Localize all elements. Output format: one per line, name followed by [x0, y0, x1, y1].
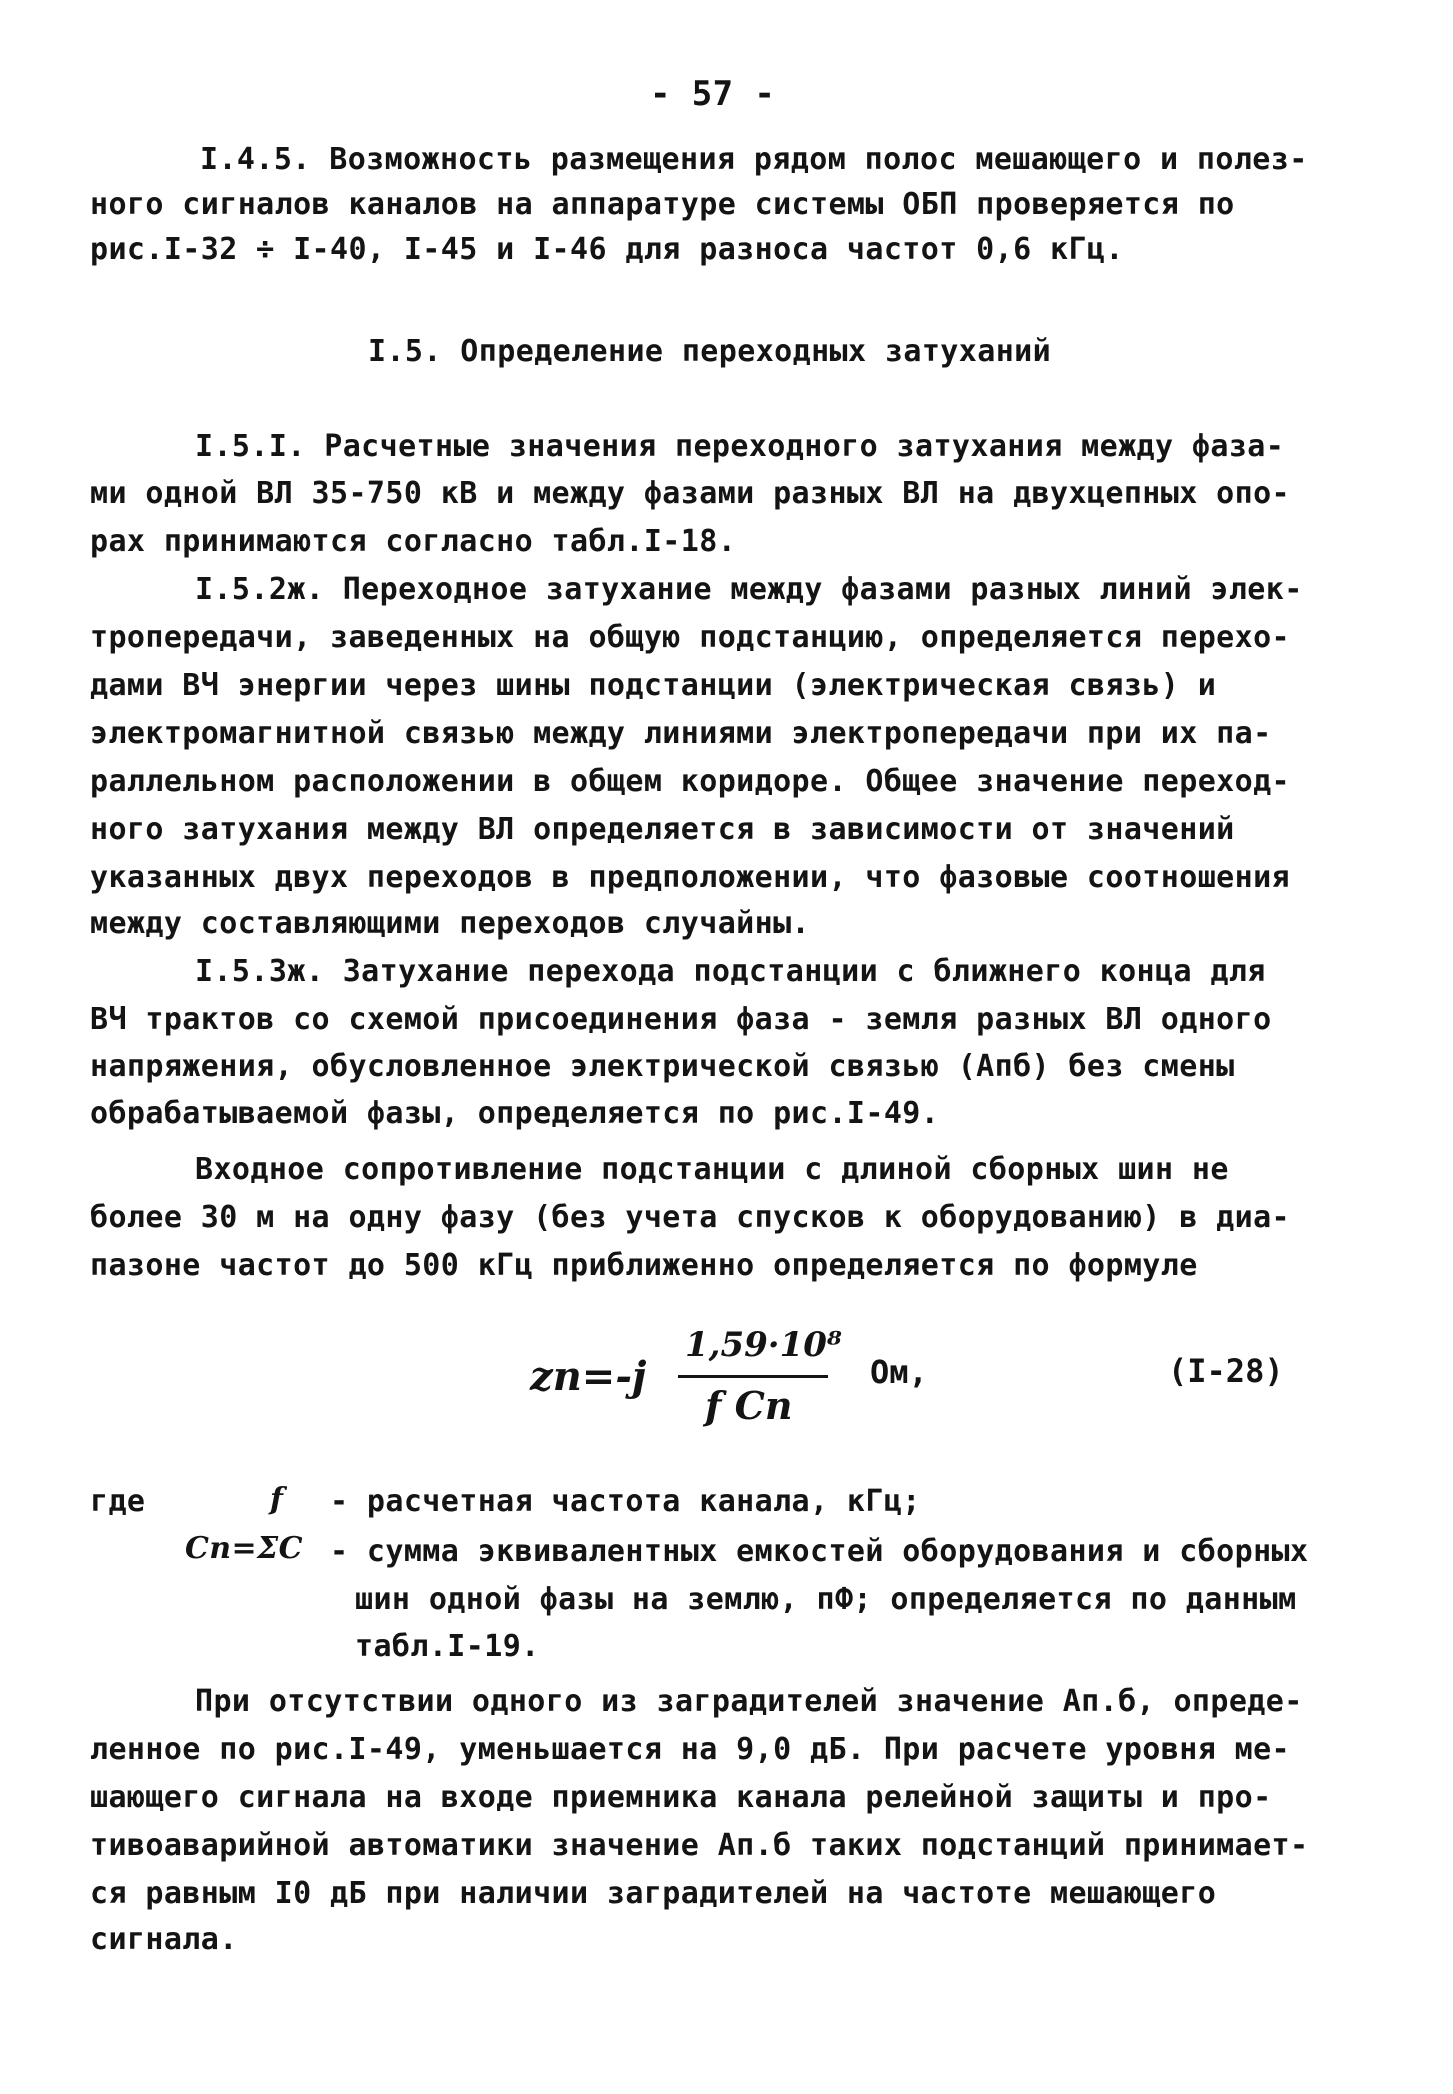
paragraph-input-line-2: более 30 м на одну фазу (без учета спусков к оборудованию) в диа- [90, 1200, 1290, 1235]
page-number: - 57 - [650, 74, 776, 114]
formula-numerator: 1,59·10⁸ [685, 1325, 842, 1365]
paragraph-1-5-2-line-7: указанных двух переходов в предположении, что фазовые соотношения [90, 860, 1290, 895]
paragraph-1-5-2-line-3: дами ВЧ энергии через шины подстанции (электрическая связь) и [90, 668, 1217, 703]
paragraph-1-4-5-line-2: ного сигналов каналов на аппаратуре системы ОБП проверяется по [90, 187, 1235, 222]
paragraph-1-4-5-line-3: рис.I-32 ÷ I-40, I-45 и I-46 для разноса частот 0,6 кГц. [90, 232, 1124, 267]
paragraph-input-line-3: пазоне частот до 500 кГц приближенно определяется по формуле [90, 1248, 1198, 1283]
paragraph-1-5-2-line-5: раллельном расположении в общем коридоре. Общее значение переход- [90, 764, 1290, 799]
formula-1-28 [530, 1325, 928, 1455]
c-description-line-1: - сумма эквивалентных емкостей оборудования и сборных [330, 1534, 1309, 1569]
paragraph-1-5-2-line-1: I.5.2ж. Переходное затухание между фазами разных линий элек- [195, 572, 1303, 607]
paragraph-1-5-2-line-8: между составляющими переходов случайны. [90, 906, 810, 941]
paragraph-1-5-3-line-4: обрабатываемой фазы, определяется по рис.I-49. [90, 1096, 940, 1131]
paragraph-final-line-5: ся равным I0 дБ при наличии заградителей на частоте мешающего [90, 1876, 1217, 1911]
fraction-bar [678, 1375, 828, 1378]
paragraph-1-5-1-line-1: I.5.I. Расчетные значения переходного затухания между фаза- [195, 429, 1285, 464]
paragraph-1-5-2-line-2: тропередачи, заведенных на общую подстанцию, определяется перехо- [90, 620, 1290, 655]
paragraph-1-5-1-line-3: рах принимаются согласно табл.I-18. [90, 524, 737, 559]
paragraph-final-line-4: тивоаварийной автоматики значение Aп.б таких подстанций принимает- [90, 1828, 1309, 1863]
c-symbol: Cп=ΣC [185, 1531, 303, 1566]
formula-lhs: zп=-j [530, 1353, 647, 1400]
c-description-line-2: шин одной фазы на землю, пФ; определяется по данным [355, 1582, 1297, 1617]
f-symbol: f [270, 1482, 284, 1517]
equation-number: (I-28) [1168, 1352, 1284, 1390]
paragraph-final-line-3: шающего сигнала на входе приемника канала релейной защиты и про- [90, 1780, 1272, 1815]
f-description: - расчетная частота канала, кГц; [330, 1484, 921, 1519]
paragraph-final-line-2: ленное по рис.I-49, уменьшается на 9,0 дБ. При расчете уровня ме- [90, 1732, 1290, 1767]
c-description-line-3: табл.I-19. [355, 1629, 540, 1664]
paragraph-1-5-3-line-3: напряжения, обусловленное электрической связью (Aпб) без смены [90, 1049, 1235, 1084]
where-label: где [90, 1484, 146, 1519]
formula-denominator: f Cп [705, 1383, 793, 1428]
paragraph-final-line-6: сигнала. [90, 1922, 238, 1957]
paragraph-1-5-2-line-4: электромагнитной связью между линиями электропередачи при их па- [90, 716, 1272, 751]
paragraph-final-line-1: При отсутствии одного из заградителей значение Aп.б, опреде- [195, 1684, 1303, 1719]
formula-unit: Ом, [870, 1353, 928, 1391]
paragraph-input-line-1: Входное сопротивление подстанции с длиной сборных шин не [195, 1152, 1229, 1187]
section-heading: I.5. Определение переходных затуханий [368, 334, 1052, 369]
paragraph-1-5-1-line-2: ми одной ВЛ 35-750 кВ и между фазами разных ВЛ на двухцепных опо- [90, 476, 1290, 511]
paragraph-1-5-2-line-6: ного затухания между ВЛ определяется в зависимости от значений [90, 812, 1235, 847]
paragraph-1-4-5-line-1: I.4.5. Возможность размещения рядом полос мешающего и полез- [200, 142, 1308, 177]
paragraph-1-5-3-line-1: I.5.3ж. Затухание перехода подстанции с ближнего конца для [195, 954, 1266, 989]
paragraph-1-5-3-line-2: ВЧ трактов со схемой присоединения фаза - земля разных ВЛ одного [90, 1002, 1272, 1037]
